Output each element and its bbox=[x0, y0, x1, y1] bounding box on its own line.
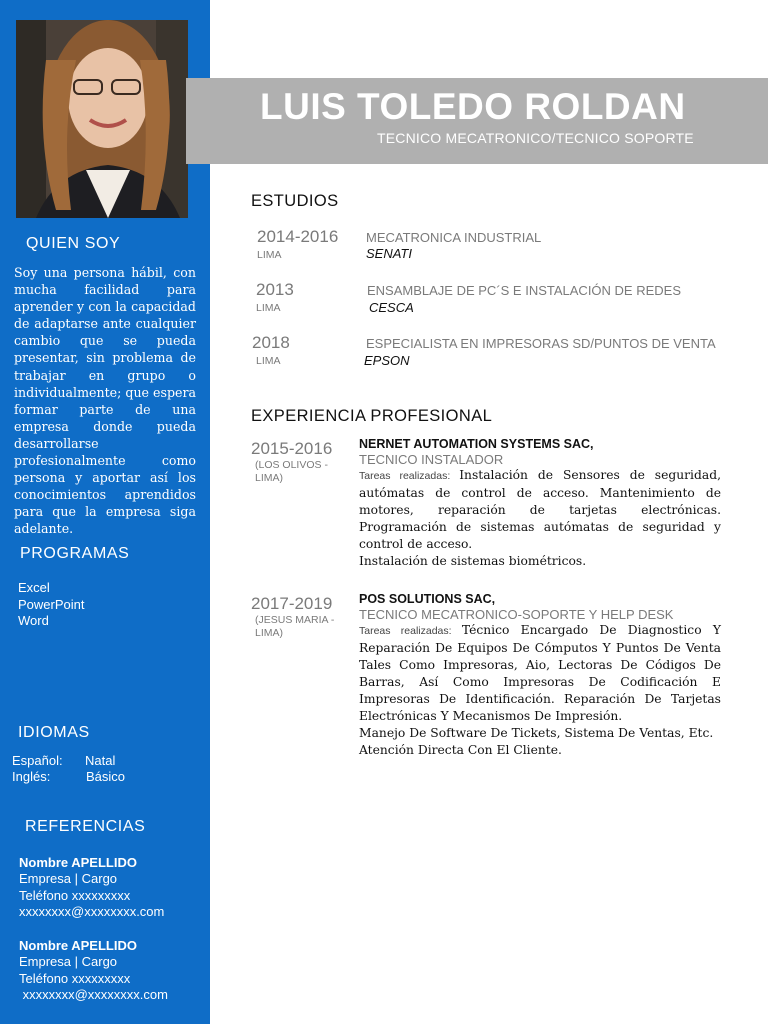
language-name: Inglés: bbox=[12, 769, 51, 784]
experience-location: (LOS OLIVOS - LIMA) bbox=[255, 459, 328, 484]
education-title: ENSAMBLAJE DE PC´S E INSTALACIÓN DE REDES bbox=[367, 283, 681, 298]
experience-company bbox=[359, 592, 721, 606]
experience-role: TECNICO MECATRONICO-SOPORTE Y HELP DESK bbox=[359, 607, 674, 622]
experience-extra: Atención Directa Con El Cliente. bbox=[359, 743, 562, 757]
tasks-text: Técnico Encargado De Diagnostico Y Reparación De Equipos De Cómputos Y Puntos De Venta Tales Como Impresoras, Aio, Lectoras De Códigos De Barras, Así Como Impresoras De Codificación E Impresoras De Identificación. Reparación De Tarjetas Electrónicas Y Mecanismos De Impresión. bbox=[359, 623, 721, 723]
reference-card bbox=[19, 855, 164, 921]
education-heading: ESTUDIOS bbox=[251, 192, 339, 210]
education-years: 2018 bbox=[252, 333, 290, 352]
language-row bbox=[12, 753, 115, 768]
about-heading: QUIEN SOY bbox=[26, 235, 121, 252]
language-row bbox=[12, 769, 125, 784]
education-years: 2014-2016 bbox=[257, 227, 339, 246]
experience-entry bbox=[359, 592, 721, 759]
reference-email: xxxxxxxx@xxxxxxxx.com bbox=[19, 987, 168, 1003]
experience-years: 2015-2016 bbox=[251, 439, 333, 458]
tasks-label: Tareas realizadas: bbox=[359, 625, 462, 637]
tasks-label: Tareas realizadas: bbox=[359, 470, 460, 482]
experience-years: 2017-2019 bbox=[251, 594, 333, 613]
language-name: Español: bbox=[12, 753, 63, 768]
program-item: PowerPoint bbox=[18, 596, 85, 612]
experience-entry bbox=[359, 437, 721, 570]
education-location: LIMA bbox=[256, 302, 281, 314]
education-institution: SENATI bbox=[366, 246, 412, 261]
references-heading: REFERENCIAS bbox=[25, 818, 146, 835]
reference-phone: Teléfono xxxxxxxxx bbox=[19, 970, 131, 986]
experience-tasks bbox=[359, 467, 721, 553]
reference-company: Empresa | Cargo bbox=[19, 954, 118, 970]
company-name: NERNET AUTOMATION SYSTEMS SAC bbox=[359, 437, 591, 451]
reference-company: Empresa | Cargo bbox=[19, 871, 118, 887]
education-location: LIMA bbox=[256, 355, 281, 367]
page-title: LUIS TOLEDO ROLDAN bbox=[260, 86, 686, 127]
languages-heading: IDIOMAS bbox=[18, 724, 90, 741]
experience-extra: Instalación de sistemas biométricos. bbox=[359, 554, 587, 568]
company-suffix: , bbox=[590, 437, 594, 451]
sidebar bbox=[0, 0, 210, 1024]
company-suffix: , bbox=[491, 592, 496, 606]
tasks-text: Instalación de Sensores de seguridad, autómatas de control de acceso. Mantenimiento de motores, reparación de tarjetas electrónicas. Programación de sistemas autómatas de seguridad y control de acceso. bbox=[359, 468, 721, 551]
language-level: Básico bbox=[86, 769, 126, 784]
experience-tasks bbox=[359, 622, 721, 725]
reference-email: xxxxxxxx@xxxxxxxx.com bbox=[19, 904, 165, 920]
reference-phone: Teléfono xxxxxxxxx bbox=[19, 887, 131, 903]
education-institution: CESCA bbox=[369, 300, 414, 315]
job-title: TECNICO MECATRONICO/TECNICO SOPORTE bbox=[377, 130, 694, 146]
education-institution: EPSON bbox=[364, 353, 410, 368]
experience-company bbox=[359, 437, 721, 451]
about-text: Soy una persona hábil, con mucha facilidad para aprender y con la capacidad de adaptarse ante cualquier cambio que se pueda presentar, sin problema de trabajar en grupo o individualmente; que espera formar parte de una empresa donde pueda desarrollarse profesionalmente como persona y aportar así los conocimientos aprendidos para que la empresa siga adelante. bbox=[14, 265, 196, 537]
reference-name: Nombre APELLIDO bbox=[19, 938, 137, 953]
programs-list bbox=[18, 580, 84, 630]
reference-name: Nombre APELLIDO bbox=[19, 855, 137, 870]
experience-location: (JESUS MARIA - LIMA) bbox=[255, 614, 335, 639]
education-location: LIMA bbox=[257, 249, 282, 261]
experience-extra: Manejo De Software De Tickets, Sistema De Ventas, Etc. bbox=[359, 726, 714, 740]
reference-card bbox=[19, 938, 168, 1004]
language-level: Natal bbox=[85, 753, 116, 768]
education-years: 2013 bbox=[256, 280, 294, 299]
program-item: Excel bbox=[18, 580, 50, 595]
programs-heading: PROGRAMAS bbox=[20, 545, 130, 562]
profile-photo bbox=[16, 20, 188, 218]
company-name: POS SOLUTIONS SAC bbox=[359, 592, 492, 606]
experience-role: TECNICO INSTALADOR bbox=[359, 452, 504, 467]
experience-heading: EXPERIENCIA PROFESIONAL bbox=[251, 407, 493, 425]
education-title: MECATRONICA INDUSTRIAL bbox=[366, 230, 542, 245]
program-item: Word bbox=[18, 613, 49, 628]
education-title: ESPECIALISTA EN IMPRESORAS SD/PUNTOS DE VENTA bbox=[366, 336, 716, 351]
